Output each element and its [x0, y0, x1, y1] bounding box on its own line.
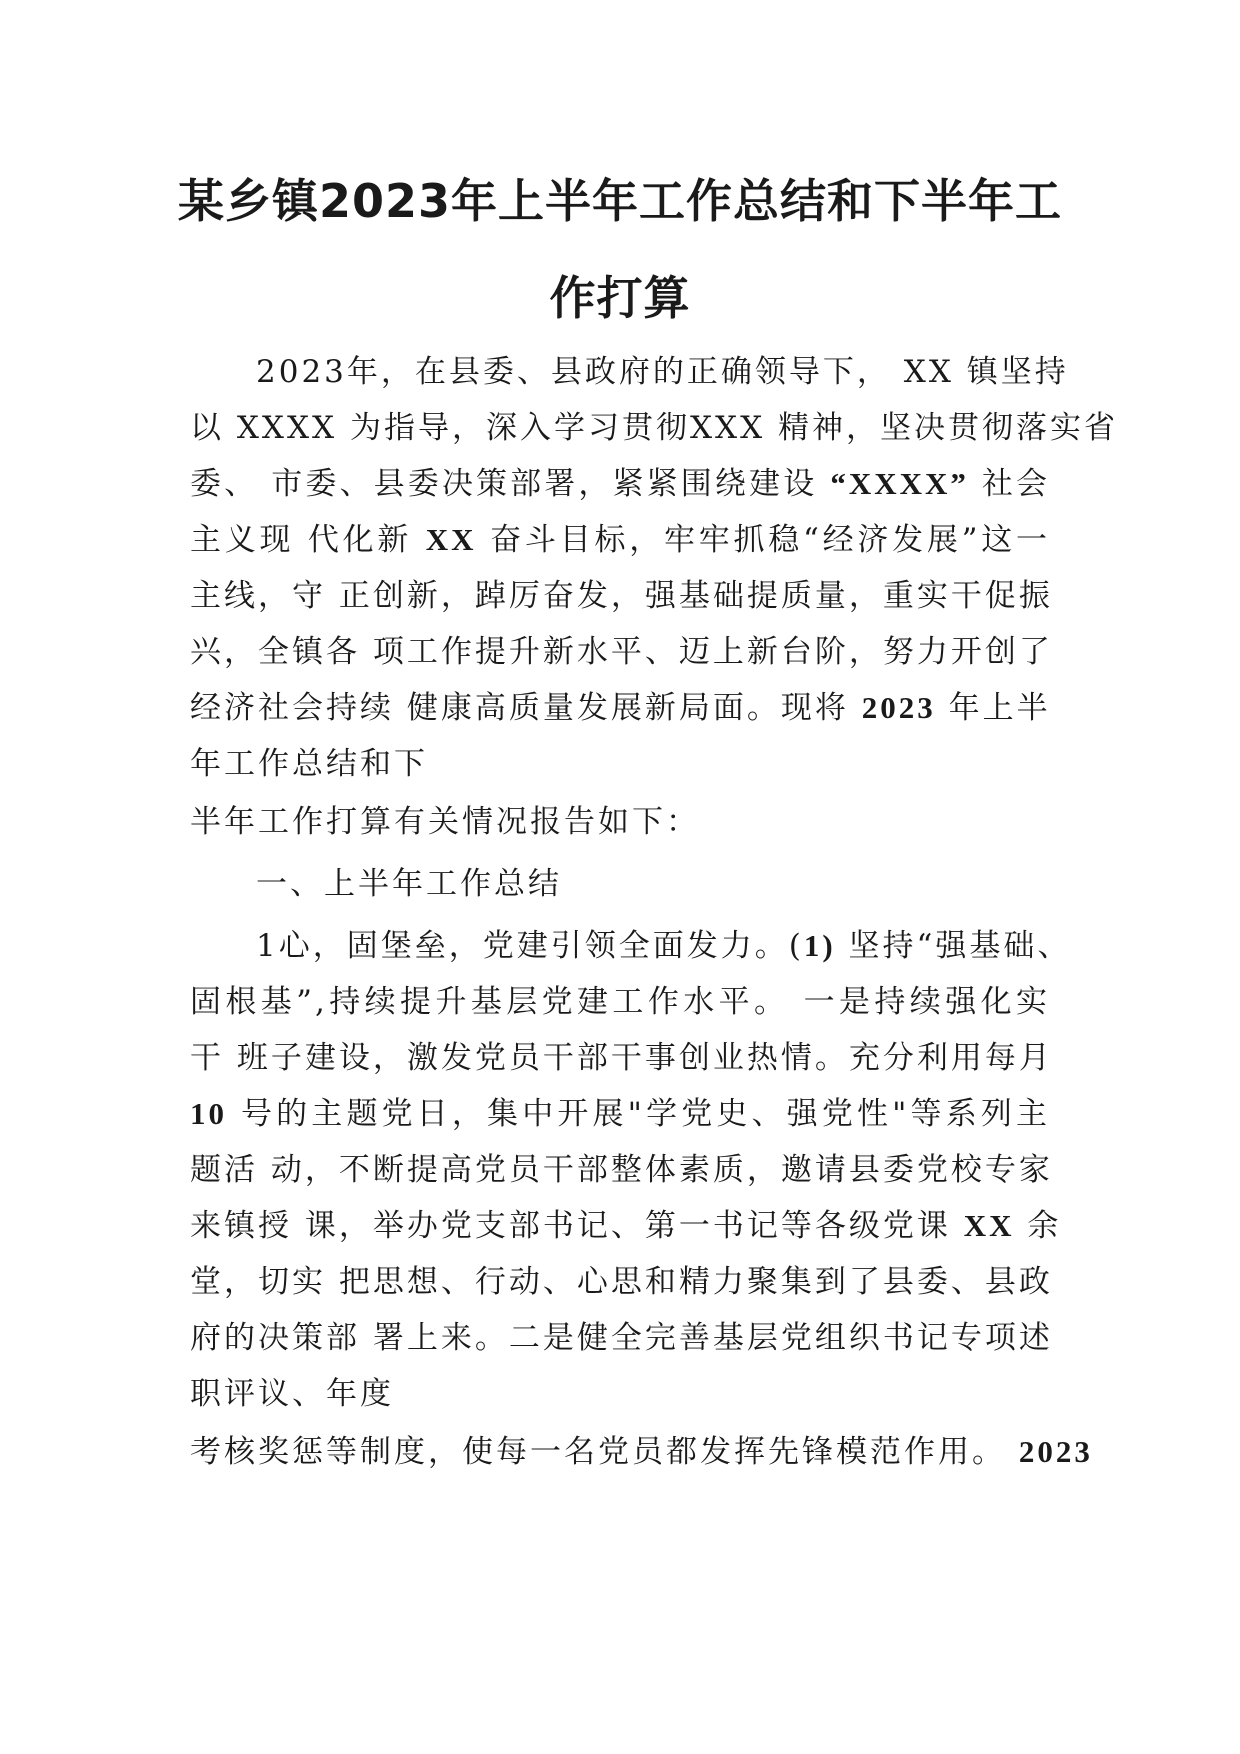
- text-run: 余: [1014, 1208, 1062, 1244]
- paragraph-2-line-2: 固根基”,持续提升基层党建工作水平。 一是持续强化实: [190, 984, 1050, 1020]
- paragraph-1-line-6: 兴，全镇各 项工作提升新水平、迈上新台阶，努力开创了: [190, 634, 1053, 670]
- paragraph-1-line-9: 半年工作打算有关情况报告如下：: [190, 804, 700, 840]
- text-run: 1心，固堡垒，党建引领全面发力。(: [256, 928, 804, 964]
- paragraph-1-line-4: [190, 514, 1050, 559]
- text-run-bold: 1): [803, 928, 836, 963]
- document-title-line-2: 作打算: [549, 271, 691, 325]
- text-run-bold: 2023: [1018, 1434, 1093, 1469]
- paragraph-2-line-9: 职评议、年度: [190, 1376, 394, 1412]
- text-run: 坚持“强基础、: [835, 928, 1072, 964]
- paragraph-2-line-5: 题活 动，不断提高党员干部整体素质，邀请县委党校专家: [190, 1152, 1053, 1188]
- text-run-bold: XX: [425, 522, 477, 557]
- paragraph-2-line-8: 府的决策部 署上来。二是健全完善基层党组织书记专项述: [190, 1320, 1053, 1356]
- text-run: 委、 市委、县委决策部署，紧紧围绕建设: [190, 466, 831, 502]
- document-title-line-1: 某乡镇2023年上半年工作总结和下半年工: [177, 174, 1063, 228]
- text-run: 年上半: [935, 690, 1051, 726]
- text-run: 号的主题党日，集中开展"学党史、强党性"等系列主: [227, 1096, 1050, 1132]
- paragraph-1-line-1: 2023年，在县委、县政府的正确领导下， XX 镇坚持: [256, 354, 1069, 390]
- paragraph-2-line-3: 干 班子建设，激发党员干部干事创业热情。充分利用每月: [190, 1040, 1053, 1076]
- text-run-bold: 2023: [861, 690, 936, 725]
- text-run-bold: “XXXX”: [830, 466, 969, 501]
- text-run: 考核奖惩等制度，使每一名党员都发挥先锋模范作用。: [190, 1434, 1019, 1470]
- paragraph-1-line-3: [190, 458, 1050, 503]
- paragraph-2-line-10: [190, 1426, 1093, 1471]
- paragraph-1-line-7: [190, 682, 1050, 727]
- text-run-bold: 10: [190, 1096, 227, 1131]
- paragraph-1-line-8: 年工作总结和下: [190, 746, 428, 782]
- paragraph-1-line-2: 以 XXXX 为指导，深入学习贯彻XXX 精神，坚决贯彻落实省: [190, 410, 1119, 446]
- paragraph-2-line-1: [256, 920, 1072, 965]
- text-run: 奋斗目标，牢牢抓稳“经济发展”这一: [476, 522, 1050, 558]
- paragraph-2-line-7: 堂，切实 把思想、行动、心思和精力聚集到了县委、县政: [190, 1264, 1053, 1300]
- section-heading-1: 一、上半年工作总结: [256, 866, 562, 902]
- text-run: 来镇授 课，举办党支部书记、第一书记等各级党课: [190, 1208, 964, 1244]
- paragraph-2-line-6: [190, 1200, 1062, 1245]
- paragraph-2-line-4: [190, 1088, 1050, 1133]
- text-run: 经济社会持续 健康高质量发展新局面。现将: [190, 690, 862, 726]
- paragraph-1-line-5: 主线，守 正创新，踔厉奋发，强基础提质量，重实干促振: [190, 578, 1053, 614]
- text-run: 主义现 代化新: [190, 522, 426, 558]
- text-run: 社会: [968, 466, 1050, 502]
- text-run-bold: XX: [963, 1208, 1015, 1243]
